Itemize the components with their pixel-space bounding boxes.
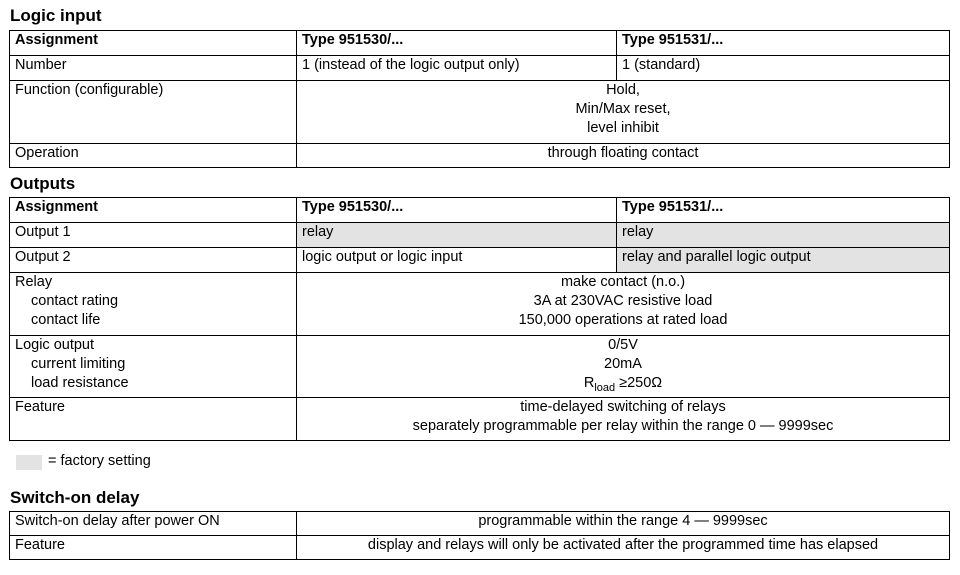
logic-output-sublabel: load resistance [31, 375, 129, 391]
legend-text: = factory setting [48, 453, 151, 469]
load-r-subscript: load [594, 381, 616, 394]
table-header-row [10, 31, 950, 56]
load-r-value: ≥250Ω [615, 375, 663, 391]
function-line: Hold, [606, 82, 640, 98]
cell-value [297, 336, 950, 398]
cell-value: 1 (standard) [617, 56, 950, 81]
table-row [10, 512, 950, 536]
cell-value: through floating contact [297, 144, 950, 168]
row-label: Switch-on delay after power ON [10, 512, 297, 536]
cell-value [297, 398, 950, 441]
section-title-switch-on-delay: Switch-on delay [10, 488, 140, 507]
row-label: Feature [10, 536, 297, 560]
cell-value [297, 273, 950, 336]
function-line: level inhibit [587, 120, 659, 136]
table-row [10, 223, 950, 248]
table-row [10, 398, 950, 441]
factory-setting-cell: relay [617, 223, 950, 248]
feature-line: separately programmable per relay within the range 0 — 9999sec [412, 418, 834, 434]
table-row [10, 56, 950, 81]
factory-setting-cell: relay and parallel logic output [617, 248, 950, 273]
logic-output-sublabel: current limiting [31, 356, 126, 372]
cell-value: 1 (instead of the logic output only) [297, 56, 617, 81]
row-label: Output 1 [10, 223, 297, 248]
logic-output-value: 0/5V [608, 337, 638, 353]
feature-line: time-delayed switching of relays [520, 399, 726, 415]
header-cell: Assignment [10, 198, 297, 223]
load-resistance-value [297, 374, 949, 393]
header-cell: Type 951530/... [297, 198, 617, 223]
table-row [10, 336, 950, 398]
logic-input-table [9, 30, 950, 168]
section-title-logic-input: Logic input [10, 6, 102, 25]
logic-output-label: Logic output [15, 337, 95, 353]
table-row [10, 536, 950, 560]
cell-value: display and relays will only be activated after the programmed time has elapsed [297, 536, 950, 560]
row-label: Feature [10, 398, 297, 441]
table-row [10, 248, 950, 273]
relay-value: make contact (n.o.) [560, 274, 686, 290]
cell-value: programmable within the range 4 — 9999sec [297, 512, 950, 536]
header-cell: Assignment [10, 31, 297, 56]
header-cell: Type 951531/... [617, 31, 950, 56]
section-title-outputs: Outputs [10, 174, 76, 193]
row-label [10, 273, 297, 336]
relay-label: Relay [15, 274, 53, 290]
outputs-table [9, 197, 950, 441]
header-cell: Type 951531/... [617, 198, 950, 223]
header-cell: Type 951530/... [297, 31, 617, 56]
row-label: Number [10, 56, 297, 81]
row-label: Function (configurable) [10, 81, 297, 144]
cell-value [297, 81, 950, 144]
table-row [10, 81, 950, 144]
relay-sublabel: contact life [31, 312, 101, 328]
factory-setting-swatch [16, 455, 42, 470]
row-label [10, 336, 297, 398]
function-line: Min/Max reset, [575, 101, 671, 117]
cell-value: logic output or logic input [297, 248, 617, 273]
row-label: Output 2 [10, 248, 297, 273]
row-label: Operation [10, 144, 297, 168]
logic-output-value: 20mA [604, 356, 642, 372]
table-row [10, 144, 950, 168]
switch-on-table [9, 511, 950, 560]
load-r-symbol: R [583, 375, 595, 391]
table-header-row [10, 198, 950, 223]
relay-value: 150,000 operations at rated load [518, 312, 728, 328]
factory-setting-cell: relay [297, 223, 617, 248]
relay-sublabel: contact rating [31, 293, 119, 309]
table-row [10, 273, 950, 336]
relay-value: 3A at 230VAC resistive load [533, 293, 713, 309]
